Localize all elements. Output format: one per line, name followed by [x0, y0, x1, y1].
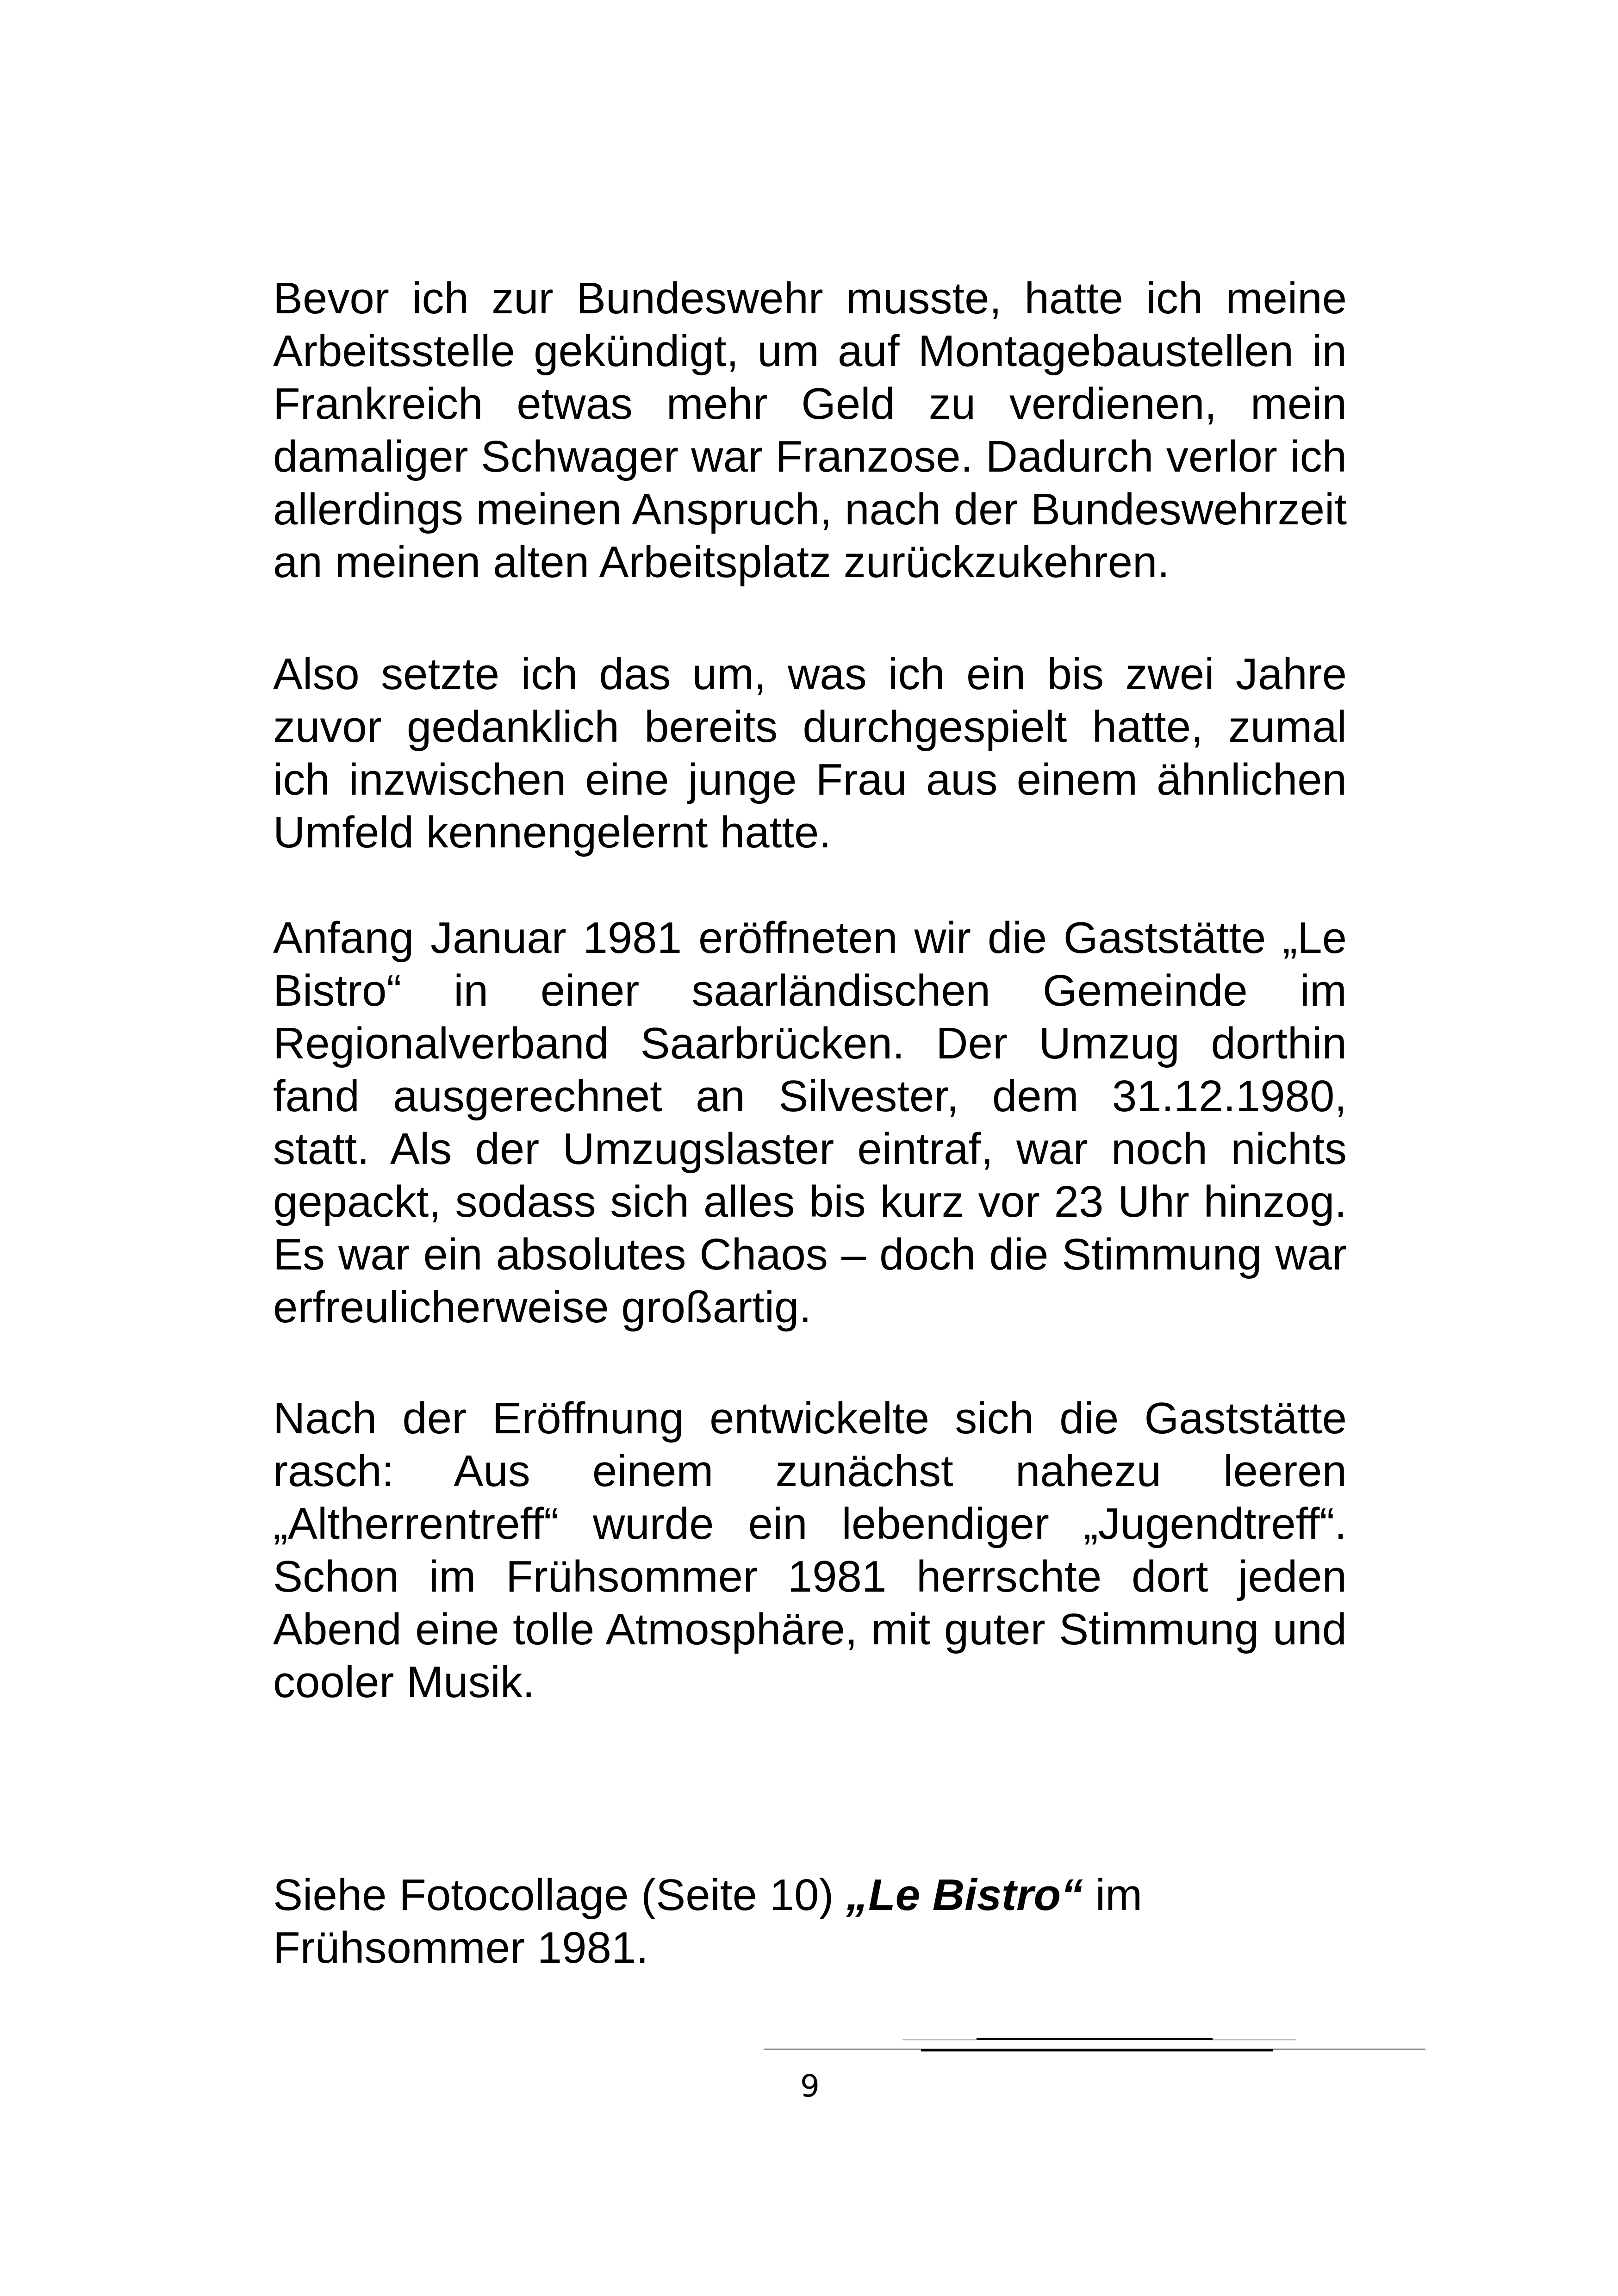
photo-collage-note [273, 1869, 1347, 1974]
page-number: 9 [800, 2068, 820, 2104]
paragraph-2: Also setzte ich das um, was ich ein bis zwei Jahre zuvor gedanklich bereits durchgespielt hatte, zumal ich inzwischen eine junge Frau aus einem ähnlichen Umfeld kennengelernt hatte. [273, 649, 1347, 857]
note-text-after: im Frühsommer 1981. [273, 1870, 1143, 1972]
paragraph-3: Anfang Januar 1981 eröffneten wir die Gaststätte „Le Bistro“ in einer saarländischen Gemeinde im Regionalverband Saarbrücken. Der Umzug dorthin fand ausgerechnet an Silvester, dem 31.12.1980, statt. Als der Umzugslaster eintraf, war noch nichts gepackt, sodass sich alles bis kurz vor 23 Uhr hinzog. Es war ein absolutes Chaos – doch die Stimmung war erfreulicherweise großartig. [273, 913, 1347, 1332]
note-text-before: Siehe Fotocollage (Seite 10) [273, 1870, 846, 1920]
paragraph-1: Bevor ich zur Bundeswehr musste, hatte ich meine Arbeitsstelle gekündigt, um auf Montagebaustellen in Frankreich etwas mehr Geld zu verdienen, mein damaliger Schwager war Franzose. Dadurch verlor ich allerdings meinen Anspruch, nach der Bundeswehrzeit an meinen alten Arbeitsplatz zurückzukehren. [273, 274, 1347, 587]
note-title-emphasis: „Le Bistro“ [846, 1870, 1083, 1920]
paragraph-4: Nach der Eröffnung entwickelte sich die Gaststätte rasch: Aus einem zunächst nahezu leeren „Altherrentreff“ wurde ein lebendiger „Jugendtreff“. Schon im Frühsommer 1981 herrschte dort jeden Abend eine tolle Atmosphäre, mit guter Stimmung und cooler Musik. [273, 1394, 1347, 1707]
